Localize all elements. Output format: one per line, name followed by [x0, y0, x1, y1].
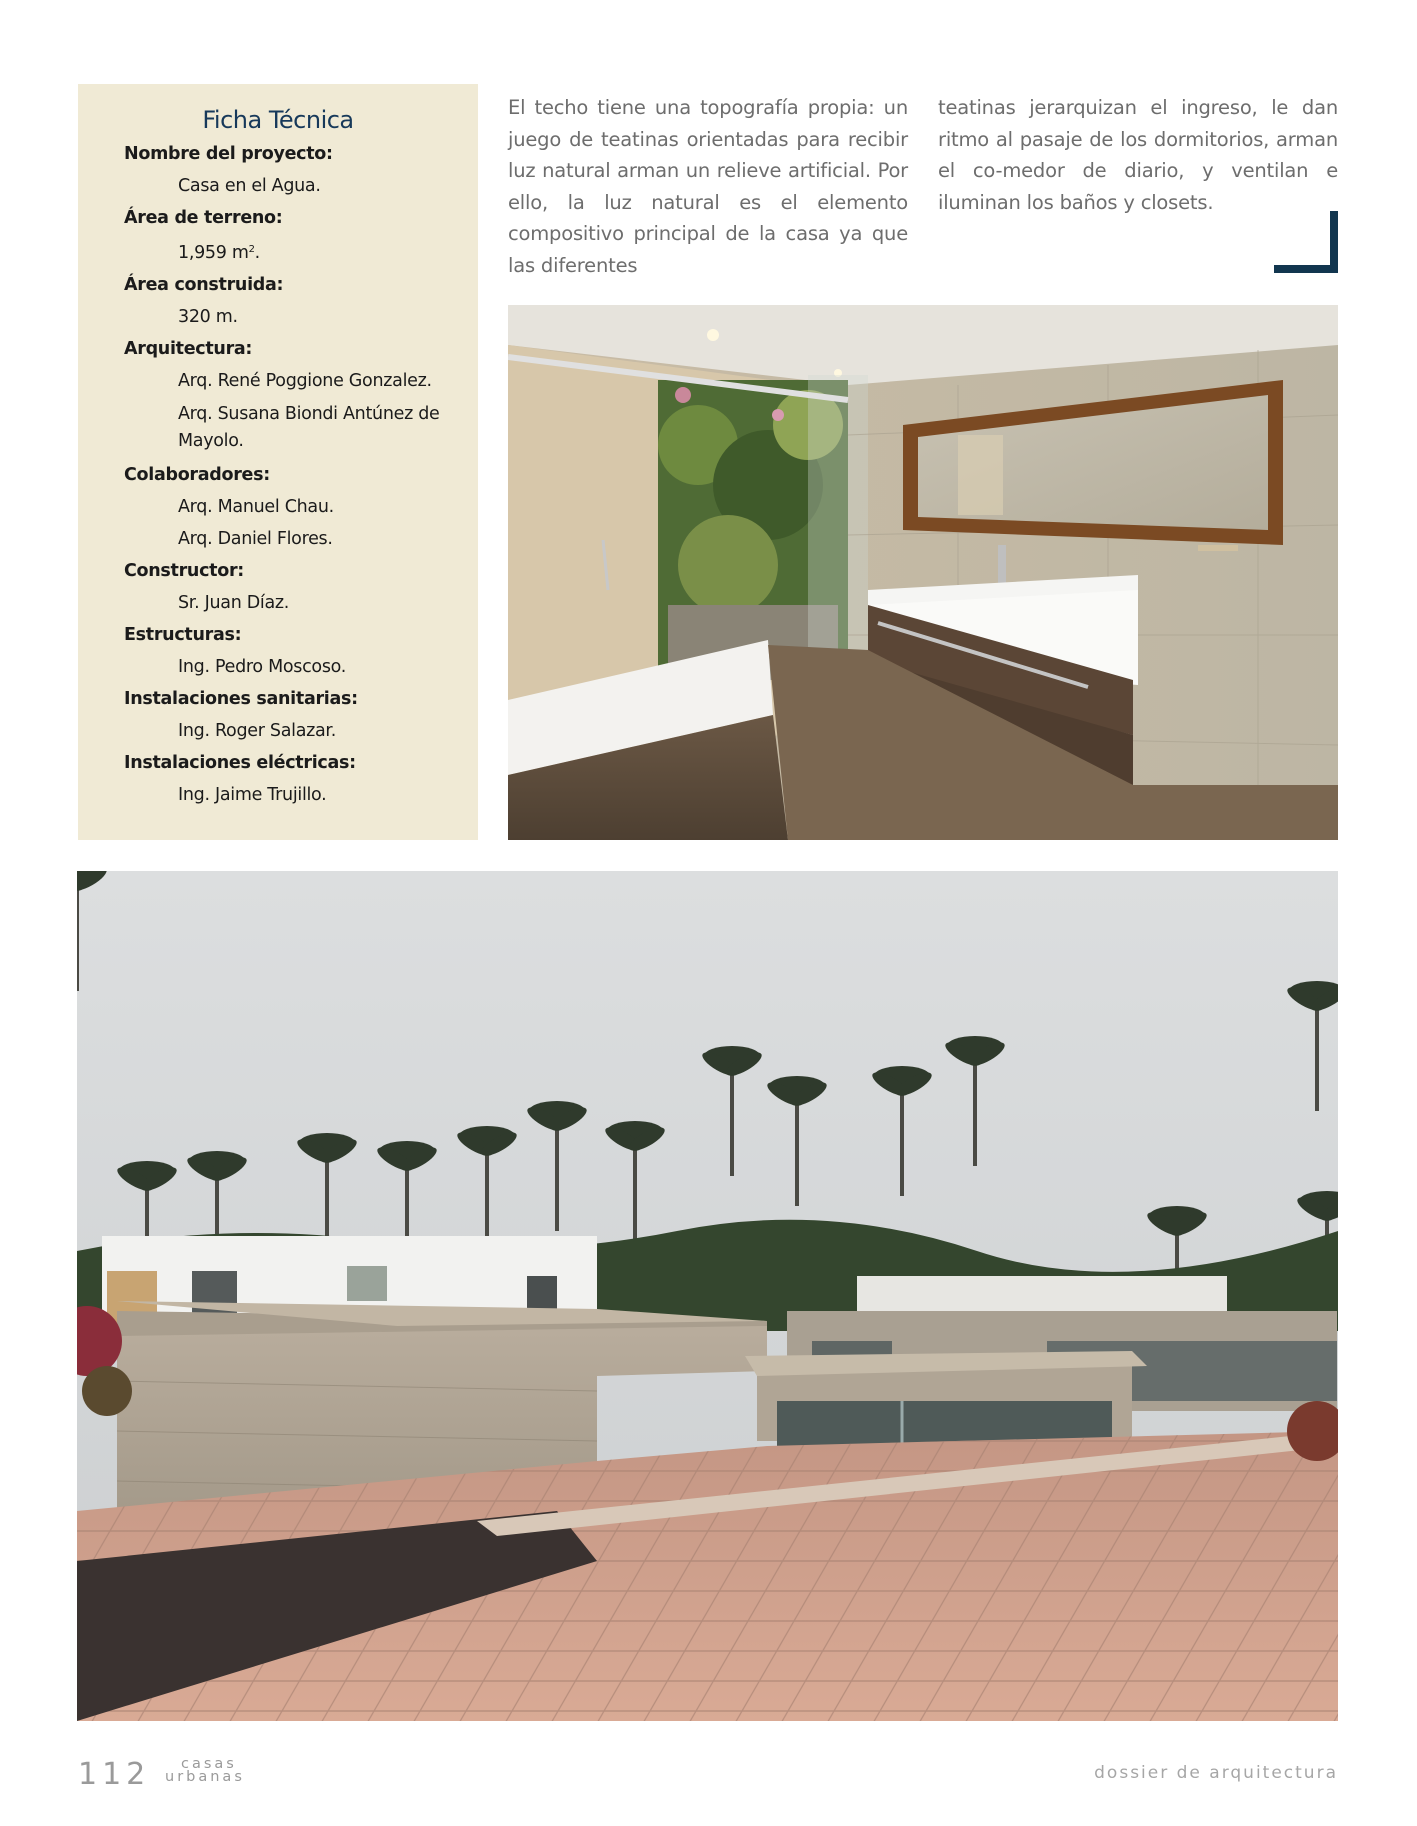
ficha-value: Sr. Juan Díaz. — [178, 593, 290, 613]
page-number: 112 — [78, 1757, 151, 1792]
article-column-1: El techo tiene una topografía propia: un juego de teatinas orientadas para recibir luz natural arman un relieve artificial. Por ello, la luz natural es el elemento compositivo principal de la casa ya que las diferentes — [508, 96, 908, 277]
ficha-value: Arq. Daniel Flores. — [178, 529, 333, 549]
ficha-label: Estructuras: — [124, 625, 242, 645]
area-superscript: 2 — [248, 244, 255, 255]
ficha-row-arquitectura — [124, 337, 458, 455]
ficha-value: Ing. Jaime Trujillo. — [178, 785, 327, 805]
ficha-label: Área construida: — [124, 275, 284, 295]
area-terreno-value: 1,959 m — [178, 243, 249, 263]
ficha-value: 320 m. — [178, 307, 238, 327]
ficha-value: Ing. Pedro Moscoso. — [178, 657, 347, 677]
ficha-label: Colaboradores: — [124, 465, 270, 485]
ficha-tecnica-box — [78, 84, 478, 840]
ficha-row-colaboradores — [124, 463, 458, 551]
magazine-brand — [165, 1758, 245, 1784]
ficha-row-nombre — [124, 142, 458, 198]
ficha-row-area-construida — [124, 273, 458, 329]
ficha-label: Área de terreno: — [124, 208, 283, 228]
ficha-value — [178, 238, 458, 265]
ficha-title: Ficha Técnica — [202, 106, 354, 134]
ficha-label: Arquitectura: — [124, 339, 253, 359]
section-name: dossier de arquitectura — [1094, 1763, 1338, 1783]
brand-line-1: casas — [181, 1756, 237, 1772]
ficha-label: Instalaciones sanitarias: — [124, 689, 358, 709]
ficha-label: Constructor: — [124, 561, 244, 581]
ficha-value: Ing. Roger Salazar. — [178, 721, 336, 741]
ficha-label: Instalaciones eléctricas: — [124, 753, 356, 773]
corner-mark-icon — [1274, 211, 1338, 273]
brand-line-2: urbanas — [165, 1769, 245, 1785]
roof-terrace-photo — [77, 871, 1338, 1721]
ficha-value: Arq. René Poggione Gonzalez. — [178, 371, 432, 391]
ficha-row-electricas — [124, 751, 458, 807]
article-column-2: teatinas jerarquizan el ingreso, le dan ritmo al pasaje de los dormitorios, arman el co-medor de diario, y ventilan e iluminan los baños y closets. — [938, 96, 1338, 214]
bathroom-photo — [508, 305, 1338, 840]
ficha-row-estructuras — [124, 623, 458, 679]
area-suffix: . — [254, 243, 260, 263]
ficha-row-sanitarias — [124, 687, 458, 743]
ficha-value: Arq. Susana Biondi Antúnez de Mayolo. — [178, 404, 440, 451]
ficha-value: Casa en el Agua. — [178, 176, 321, 196]
ficha-label: Nombre del proyecto: — [124, 144, 333, 164]
ficha-value: Arq. Manuel Chau. — [178, 497, 334, 517]
ficha-row-constructor — [124, 559, 458, 615]
ficha-row-area-terreno — [124, 206, 458, 265]
